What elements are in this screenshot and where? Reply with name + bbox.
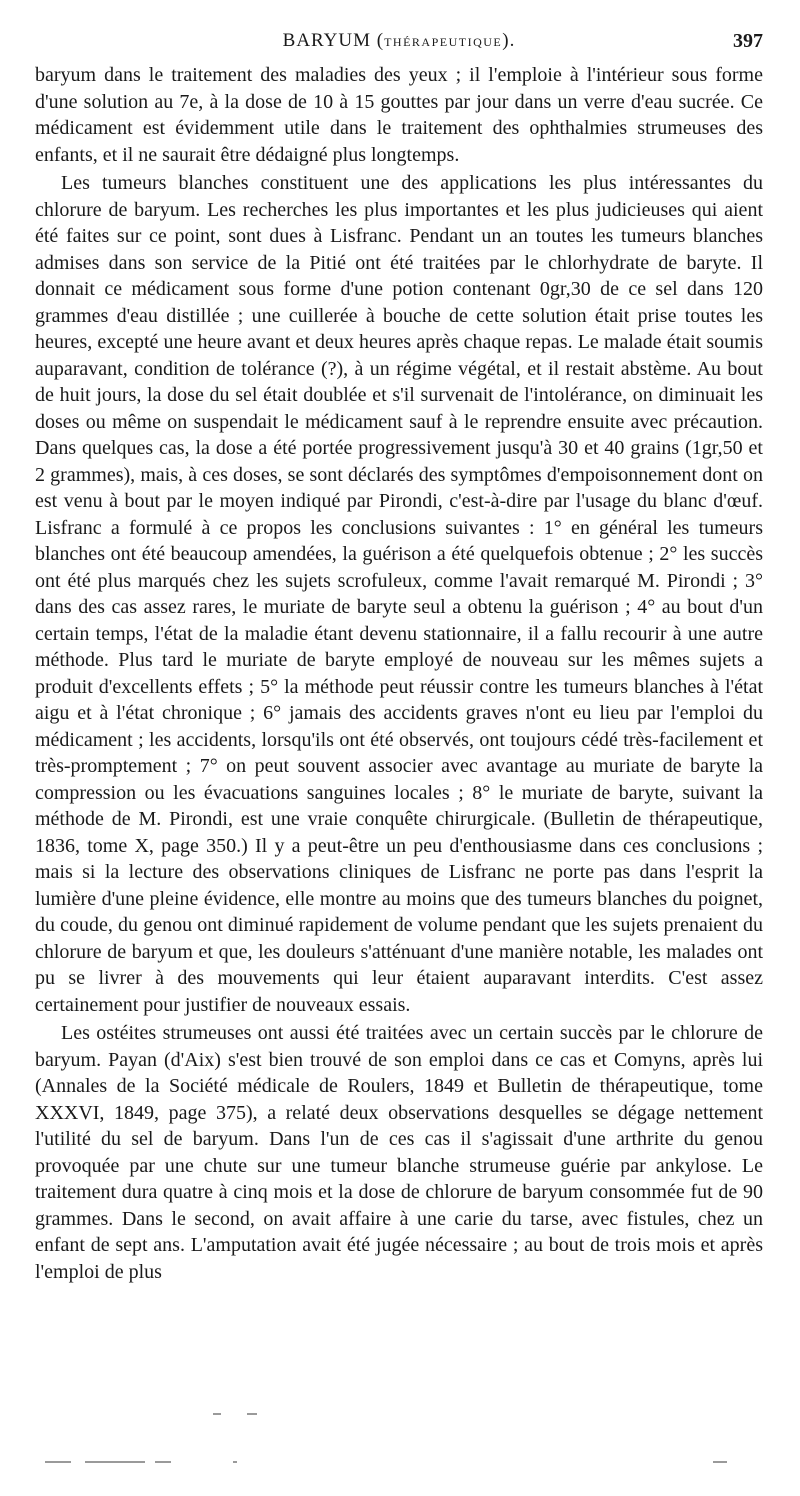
scan-mark (85, 1461, 145, 1463)
scan-noise-marks (35, 1405, 763, 1465)
page-header (35, 30, 763, 60)
paragraph-3: Les ostéites strumeuses ont aussi été traitées avec un certain succès par le chlorure de baryum. Payan (d'Aix) s'est bien trouvé de son emploi dans ce cas et Comyns, après lui (Annales de la Société médicale de Roulers, 1849 et Bulletin de thérapeutique, tome XXXVI, 1849, page 375), a relaté deux observations desquelles se dégage nettement l'utilité du sel de baryum. Dans l'un de ces cas il s'agissait d'une arthrite du genou provoquée par une chute sur une tumeur blanche strumeuse guérie par ankylose. Le traitement dura quatre à cinq mois et la dose de chlorure de baryum consommée fut de 90 grammes. Dans le second, on avait affaire à une carie du tarse, avec fistules, chez un enfant de sept ans. L'amputation avait été jugée nécessaire ; au bout de trois mois et après l'emploi de plus (35, 1022, 763, 1283)
scan-mark (155, 1461, 171, 1463)
running-head-subtitle: THÉRAPEUTIQUE (384, 35, 503, 49)
scan-mark (247, 1413, 257, 1415)
scan-mark (213, 1413, 221, 1415)
running-head (35, 30, 763, 52)
scan-mark (45, 1461, 71, 1463)
paragraph-2: Les tumeurs blanches constituent une des applications les plus intéressantes du chlorure de baryum. Les recherches les plus importantes et les plus judicieuses qui aient été faites sur ce point, sont dues à Lisfranc. Pendant un an toutes les tumeurs blanches admises dans son service de la Pitié ont été traitées par le chlorhydrate de baryte. Il donnait ce médicament sous forme d'une potion contenant 0gr,30 de ce sel dans 120 grammes d'eau distillée ; une cuillerée à bouche de cette solution était prise toutes les heures, excepté une heure avant et deux heures après chaque repas. Le malade était soumis auparavant, condition de tolérance (?), à un régime végétal, et il restait abstème. Au bout de huit jours, la dose du sel était doublée et s'il survenait de l'intolérance, on diminuait les doses ou même on suspendait le médicament sauf à le reprendre ensuite avec précaution. Dans quelques cas, la dose a été portée progressivement jusqu'à 30 et 40 grains (1gr,50 et 2 grammes), mais, à ces doses, se sont déclarés des symptômes d'empoisonnement dont on est venu à bout par le moyen indiqué par Pirondi, c'est-à-dire par l'usage du blanc d'œuf. Lisfranc a formulé à ce propos les conclusions suivantes : 1° en général les tumeurs blanches ont été beaucoup amendées, la guérison a été quelquefois obtenue ; 2° les succès ont été plus marqués chez les sujets scrofuleux, comme l'avait remarqué M. Pirondi ; 3° dans des cas assez rares, le muriate de baryte seul a obtenu la guérison ; 4° au bout d'un certain temps, l'état de la maladie étant devenu stationnaire, il a fallu recourir à une autre méthode. Plus tard le muriate de baryte employé de nouveau sur les mêmes sujets a produit d'excellents effets ; 5° la méthode peut réussir contre les tumeurs blanches à l'état aigu et à l'état chronique ; 6° jamais des accidents graves n'ont eu lieu par l'emploi du médicament ; les accidents, lorsqu'ils ont été observés, ont toujours cédé très-facilement et très-promptement ; 7° on peut souvent associer avec avantage au muriate de baryte la compression ou les évacuations sanguines locales ; 8° le muriate de baryte, suivant la méthode de M. Pirondi, est une vraie conquête chirurgicale. (Bulletin de thérapeutique, 1836, tome X, page 350.) Il y a peut-être un peu d'enthousiasme dans ces conclusions ; mais si la lecture des observations cliniques de Lisfranc ne porte pas dans l'esprit la lumière d'une pleine évidence, elle montre au moins que des tumeurs blanches du poignet, du coude, du genou ont diminué rapidement de volume pendant que les sujets prenaient du chlorure de baryum et que, les douleurs s'atténuant d'une manière notable, les malades ont pu se livrer à des mouvements qui leur étaient auparavant interdits. C'est assez certainement pour justifier de nouveaux essais. (35, 172, 763, 1016)
scan-mark (233, 1461, 237, 1463)
paragraph-1: baryum dans le traitement des maladies des yeux ; il l'emploie à l'intérieur sous forme d'une solution au 7e, à la dose de 10 à 15 gouttes par jour dans un verre d'eau sucrée. Ce médicament est évidemment utile dans le traitement des ophthalmies strumeuses des enfants, et il ne saurait être dédaigné plus longtemps. (35, 64, 763, 166)
running-head-main: BARYUM ( (282, 30, 385, 51)
page-number: 397 (733, 30, 763, 52)
body-text (35, 62, 763, 1285)
running-head-end: ). (502, 30, 516, 51)
scan-mark (713, 1461, 727, 1463)
